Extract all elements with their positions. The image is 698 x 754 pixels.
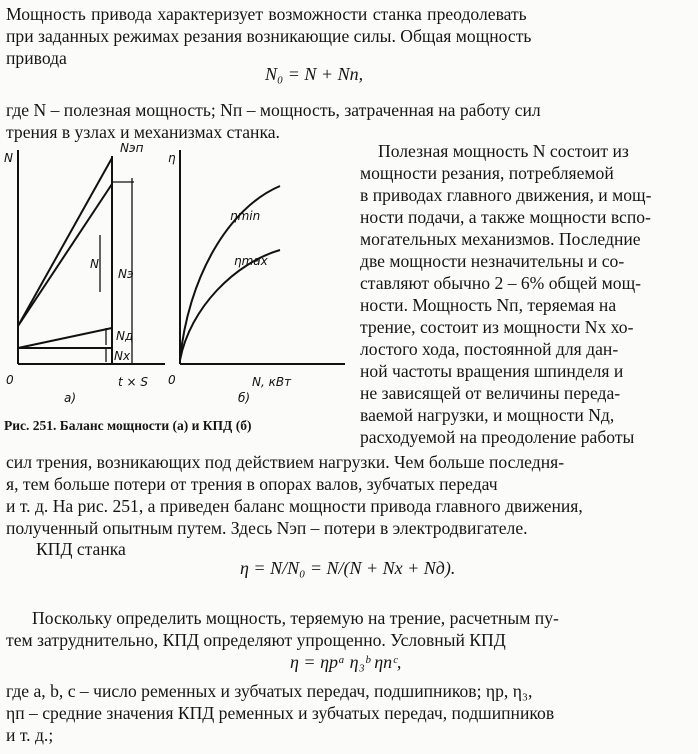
fig-a-label: a) xyxy=(64,391,77,405)
fig-a-y-axis-label: N xyxy=(4,151,13,165)
fig-b-y-axis-label: η xyxy=(168,151,176,165)
para5-line1: где a, b, c – число ременных и зубчатых передач, подшипников; ηр, η₃, xyxy=(6,681,533,701)
side-line: ной частоты вращения шпинделя и xyxy=(360,361,624,381)
side-line: мощности резания, потребляемой xyxy=(360,163,614,183)
para3-line1: сил трения, возникающих под действием нагрузки. Чем больше последня- xyxy=(6,452,565,472)
side-line: не зависящей от величины переда- xyxy=(360,383,621,403)
para3-line4: полученный опытным путем. Здесь Nэп – потери в электродвигателе. xyxy=(6,518,528,538)
fig-a-label-Nx: Nх xyxy=(114,349,131,363)
fig-b-origin-label: 0 xyxy=(168,373,176,387)
side-line: ности. Мощность Nп, теряемая на xyxy=(360,295,617,315)
side-line: лостого хода, постоянной для дан- xyxy=(360,339,619,359)
side-line: Полезная мощность N состоит из xyxy=(378,141,629,161)
fig-b-label-eta-min: ηmin xyxy=(230,209,261,223)
formula1-text: N₀ = N + Nп, xyxy=(265,64,364,84)
fig-a-x-axis-label: t × S xyxy=(118,375,149,389)
fig-a-label-Ne: Nэ xyxy=(118,267,134,281)
figure-caption: Рис. 251. Баланс мощности (а) и КПД (б) xyxy=(4,418,252,433)
kpd-label: КПД станка xyxy=(36,539,126,559)
para2-line2: трения в узлах и механизмах станка. xyxy=(6,122,280,142)
para3-line2: я, тем больше потери от трения в опорах валов, зубчатых передач xyxy=(6,474,498,494)
para4-line1: Поскольку определить мощность, теряемую на трение, расчетным пу- xyxy=(32,608,559,628)
para1-line3: привода xyxy=(6,48,67,68)
formula-efficiency: η = N/N₀ = N/(N + Nх + Nд). xyxy=(240,558,456,578)
fig-b-label-eta-max: ηmax xyxy=(234,254,268,268)
formula-conditional-efficiency: η = ηрᵃ η₃ᵇ ηпᶜ, xyxy=(290,652,402,672)
fig-a-label-Nep: Nэп xyxy=(120,141,144,155)
side-line: ставляют обычно 2 – 6% общей мощ- xyxy=(360,273,641,293)
side-line: две мощности незначительны и со- xyxy=(360,251,625,271)
side-line: трение, состоит из мощности Nх хо- xyxy=(360,317,634,337)
side-line: ваемой нагрузки, и мощности Nд, xyxy=(360,405,615,425)
fig-a-label-Nd: Nд xyxy=(116,329,134,343)
fig-a-origin-label: 0 xyxy=(6,373,14,387)
fig-a-label-N: N xyxy=(90,257,99,271)
para5-line2: ηп – средние значения КПД ременных и зубчатых передач, подшипников xyxy=(6,703,555,723)
para5-line3: и т. д.; xyxy=(6,725,54,745)
side-column xyxy=(360,140,692,448)
para3-line3: и т. д. На рис. 251, а приведен баланс мощности привода главного движения, xyxy=(6,496,583,516)
side-line: расходуемой на преодоление работы xyxy=(360,427,635,447)
para4-line2: тем затруднительно, КПД определяют упрощенно. Условный КПД xyxy=(6,630,506,650)
fig-b-label: б) xyxy=(238,391,251,405)
fig-b-x-axis-label: N, кВт xyxy=(252,375,292,389)
side-line: ности подачи, а также мощности вспо- xyxy=(360,207,651,227)
side-line: в приводах главного движения, и мощ- xyxy=(360,185,652,205)
para2-line1: где N – полезная мощность; Nп – мощность, затраченная на работу сил xyxy=(6,100,541,120)
para1-line1: Мощность привода характеризует возможности станка преодолевать xyxy=(6,4,527,24)
para1-line2: при заданных режимах резания возникающие силы. Общая мощность xyxy=(6,26,532,46)
side-line: могательных механизмов. Последние xyxy=(360,229,641,249)
formula-total-power xyxy=(265,64,363,85)
